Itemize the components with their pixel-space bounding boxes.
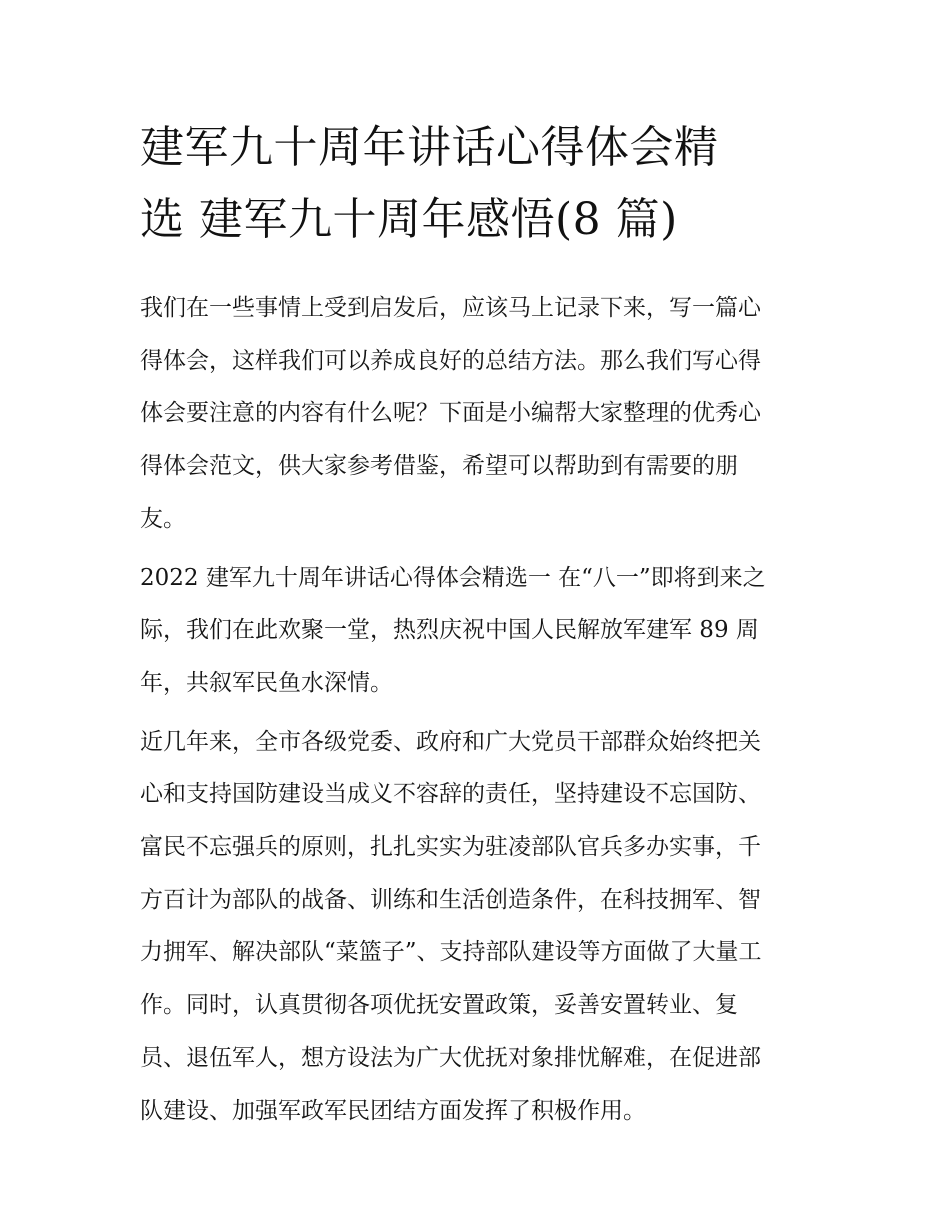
body-paragraph [140,716,812,1138]
paragraph-line: 得体会范文，供大家参考借鉴，希望可以帮助到有需要的朋 [140,453,738,480]
paragraph-line: 2022 建军九十周年讲话心得体会精选一 在“八一”即将到来之 [140,564,766,591]
paragraph-line: 友。 [140,505,186,532]
intro-paragraph [140,282,812,546]
paragraph-line: 力拥军、解决部队“菜篮子”、支持部队建设等方面做了大量工 [140,939,762,966]
paragraph-line: 年，共叙军民鱼水深情。 [140,669,393,696]
title-line: 选 建军九十周年感悟(8 篇) [140,194,678,245]
paragraph-line: 体会要注意的内容有什么呢？下面是小编帮大家整理的优秀心 [140,400,761,427]
paragraph-line: 队建设、加强军政军民团结方面发挥了积极作用。 [140,1097,646,1124]
paragraph-line: 心和支持国防建设当成义不容辞的责任，坚持建设不忘国防、 [140,781,761,808]
title-line: 建军九十周年讲话心得体会精 [140,122,719,173]
document-body [140,112,812,1137]
document-title [140,112,812,256]
paragraph-line: 员、退伍军人，想方设法为广大优抚对象排忧解难，在促进部 [140,1044,761,1071]
paragraph-line: 得体会，这样我们可以养成良好的总结方法。那么我们写心得 [140,347,761,374]
body-paragraph [140,552,812,710]
paragraph-line: 际，我们在此欢聚一堂，热烈庆祝中国人民解放军建军 89 周 [140,617,759,644]
paragraph-line: 作。同时，认真贯彻各项优抚安置政策，妥善安置转业、复 [140,992,738,1019]
paragraph-line: 近几年来，全市各级党委、政府和广大党员干部群众始终把关 [140,728,761,755]
paragraph-line: 富民不忘强兵的原则，扎扎实实为驻凌部队官兵多办实事，千 [140,834,761,861]
paragraph-line: 方百计为部队的战备、训练和生活创造条件，在科技拥军、智 [140,886,761,913]
paragraph-line: 我们在一些事情上受到启发后，应该马上记录下来，写一篇心 [140,295,761,321]
